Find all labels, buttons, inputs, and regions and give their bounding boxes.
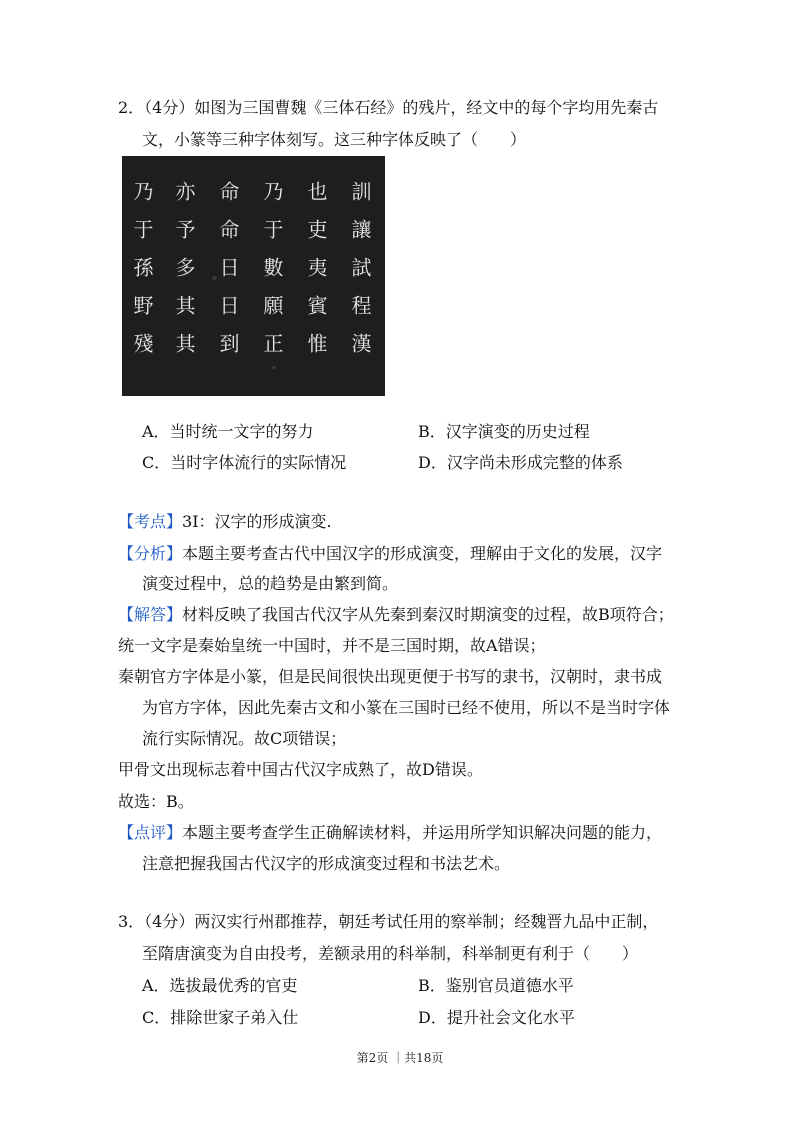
fenxi-text-line2: 演变过程中，总的趋势是由繁到简。	[142, 574, 399, 593]
q2-option-a[interactable]: A．当时统一文字的努力	[142, 422, 314, 441]
inscription-column	[210, 156, 246, 396]
q2-option-b[interactable]: B．汉字演变的历史过程	[418, 422, 590, 441]
q3-option-a[interactable]: A．选拔最优秀的官吏	[142, 976, 298, 995]
inscription-column	[124, 156, 160, 396]
jieda-text-line3: 秦朝官方字体是小篆，但是民间很快出现更便于书写的隶书，汉朝时，隶书成	[118, 667, 663, 686]
fenxi-text-line1: 本题主要考查古代中国汉字的形成演变，理解由于文化的发展，汉字	[182, 544, 663, 563]
dianping-text-line2: 注意把握我国古代汉字的形成演变过程和书法艺术。	[142, 854, 511, 873]
dianping-text-line1: 本题主要考查学生正确解读材料，并运用所学知识解决问题的能力，	[182, 823, 663, 842]
jieda-text-line4: 为官方字体，因此先秦古文和小篆在三国时已经不使用，所以不是当时字体	[142, 698, 671, 717]
kaodian-text: 3I：汉字的形成演变.	[182, 512, 332, 531]
q3-option-b[interactable]: B．鉴别官员道德水平	[418, 976, 574, 995]
inscription-column-text: 乃于數願正	[260, 181, 284, 371]
q2-stem-line2: 文，小篆等三种字体刻写。这三种字体反映了（ ）	[142, 130, 527, 149]
jieda-answer: 故选：B。	[118, 792, 194, 811]
kaodian-tag: 【考点】	[118, 512, 183, 531]
inscription-column-text: 乃于孫野殘	[130, 181, 154, 371]
jieda-text-line5: 流行实际情况。故C项错误；	[142, 729, 347, 748]
jieda-tag: 【解答】	[118, 605, 183, 624]
q2-option-c[interactable]: C．当时字体流行的实际情况	[142, 453, 347, 472]
page-footer: 第2页 ｜共18页	[356, 1051, 444, 1065]
q2-option-d[interactable]: D．汉字尚未形成完整的体系	[418, 453, 623, 472]
inscription-column	[166, 156, 202, 396]
stone-inscription-image	[122, 156, 385, 396]
jieda-text-line1: 材料反映了我国古代汉字从先秦到秦汉时期演变的过程，故B项符合；	[182, 605, 674, 624]
inscription-column	[342, 156, 378, 396]
q2-stem-line1: 2．（4分）如图为三国曹魏《三体石经》的残片，经文中的每个字均用先秦古	[118, 98, 659, 117]
kaodian-row	[118, 512, 332, 532]
inscription-column-text: 也吏夷賓惟	[304, 181, 328, 371]
q3-option-d[interactable]: D．提升社会文化水平	[418, 1008, 575, 1027]
dianping-tag: 【点评】	[118, 823, 183, 842]
jieda-text-line2: 统一文字是秦始皇统一中国时，并不是三国时期，故A错误；	[118, 636, 546, 655]
q3-stem-line2: 至隋唐演变为自由投考，差额录用的科举制，科举制更有利于（ ）	[142, 944, 639, 963]
fenxi-row	[118, 544, 662, 564]
jieda-text-line6: 甲骨文出现标志着中国古代汉字成熟了，故D错误。	[118, 760, 483, 779]
jieda-row	[118, 605, 674, 625]
inscription-column-text: 命命日日到	[216, 181, 240, 371]
inscription-column	[298, 156, 334, 396]
inscription-column-text: 訓讓試程漢	[348, 181, 372, 371]
q3-option-c[interactable]: C．排除世家子弟入仕	[142, 1008, 299, 1027]
dianping-row	[118, 823, 662, 843]
q3-stem-line1: 3．（4分）两汉实行州郡推荐，朝廷考试任用的察举制；经魏晋九品中正制，	[118, 912, 659, 931]
fenxi-tag: 【分析】	[118, 544, 183, 563]
inscription-column-text: 亦予多其其	[172, 181, 196, 371]
inscription-column	[254, 156, 290, 396]
